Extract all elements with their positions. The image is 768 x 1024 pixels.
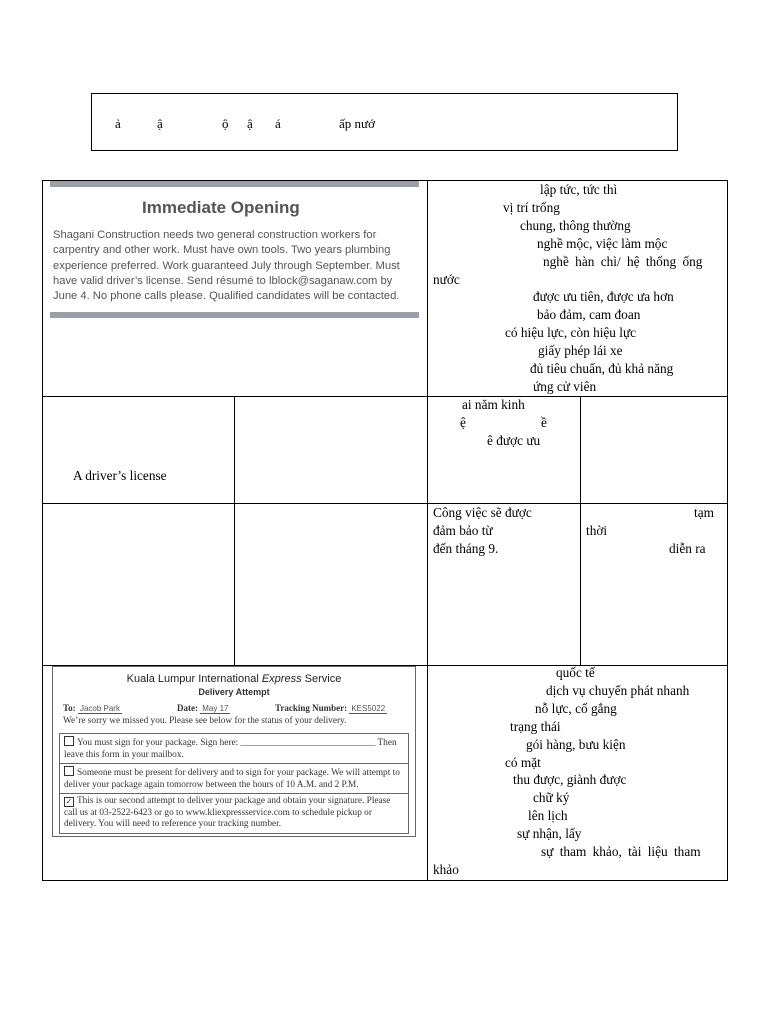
vocab-item: dịch vụ chuyển phát nhanh: [546, 682, 690, 698]
form-subtitle: Delivery Attempt: [198, 687, 270, 697]
vocab-item: trạng thái: [510, 718, 561, 734]
header-fragment: ậ: [157, 116, 163, 131]
vocab-item: ứng cử viên: [533, 378, 597, 394]
job-ad-image: [50, 181, 419, 321]
header-fragment: á: [275, 116, 281, 131]
delivery-attempt-form: [52, 666, 416, 837]
row2-fragment: ai năm kinh: [462, 397, 525, 412]
vocab-item: chung, thông thường: [520, 217, 631, 233]
vocab-item: nỗ lực, cố gắng: [535, 700, 617, 716]
vocab-item: bảo đảm, cam đoan: [537, 307, 641, 323]
form-date: Date: May 17: [177, 703, 229, 713]
checkbox-icon: [64, 736, 74, 746]
vocab-item: lên lịch: [528, 808, 568, 824]
form-tracking: Tracking Number: KES5022: [275, 703, 386, 713]
vocab-item: quốc tế: [556, 665, 595, 680]
vocab-item: nước: [433, 271, 460, 287]
row2-fragment: ê được ưu: [487, 433, 541, 448]
vocab-item: giấy phép lái xe: [538, 343, 623, 359]
checked-checkbox-icon: ✓: [65, 797, 73, 806]
row3-text: tạm: [694, 505, 714, 520]
form-option-1: You must sign for your package. Sign here: _____________________________ Then leave this form in your mailbox.: [59, 733, 409, 764]
form-title: Kuala Lumpur International Express Service: [126, 673, 342, 685]
vocab-item: nghề hàn chì/ hệ thống ống: [543, 253, 703, 269]
header-fragment: ậ: [247, 116, 253, 131]
ad-body: Shagani Construction needs two general construction workers for carpentry and other work. Must have own tools. Two years plumbing experience preferred. Work guaranteed July through September. Must have valid driver’s license. Send résumé to lblock@saganaw.com by June 4. No phone calls please. Qualified candidates will be contacted.: [53, 229, 400, 303]
vocab-item: lập tức, tức thì: [540, 182, 618, 197]
row3-text: thời: [586, 523, 608, 538]
vocab-item: thu được, giành được: [513, 772, 627, 788]
form-to: To: Jacob Park: [63, 703, 120, 713]
form-option-2: Someone must be present for delivery and to sign for your package. We will attempt to deliver your package again tomorrow between the hours of 10 A.M. and 2 P.M.: [59, 763, 409, 794]
row3-text: đảm bảo từ: [433, 523, 493, 538]
vocab-item: được ưu tiên, được ưa hơn: [533, 289, 674, 305]
vocab-item: chữ ký: [533, 790, 570, 806]
form-option-3: ✓ This is our second attempt to deliver your package and obtain your signature. Please call us at 03-2522-6423 or go to www.kliexpressservice.com to schedule pickup or delivery. You will need to reference your tracking number.: [59, 793, 409, 834]
vocab-item: đủ tiêu chuẩn, đủ khả năng: [530, 361, 674, 377]
ad-title: Immediate Opening: [142, 198, 300, 217]
vocab-item: sự nhận, lấy: [517, 826, 582, 842]
drivers-license-text: A driver’s license: [73, 468, 167, 483]
header-fragment: ộ: [222, 116, 229, 131]
checkbox-icon: [64, 766, 74, 776]
vocab-item: khảo: [433, 861, 459, 877]
vocab-item: vị trí trống: [503, 199, 560, 215]
header-fragment: ả: [115, 116, 121, 131]
vocab-item: có mặt: [505, 754, 541, 770]
row3-text: đến tháng 9.: [433, 541, 499, 556]
vocab-item: nghề mộc, việc làm mộc: [537, 235, 668, 251]
vocab-item: sự tham khảo, tài liệu tham: [541, 844, 701, 860]
vocab-item: gói hàng, bưu kiện: [526, 736, 626, 752]
form-sorry-text: We’re sorry we missed you. Please see below for the status of your delivery.: [63, 716, 347, 726]
vocab-list-1: [433, 181, 721, 396]
row3-text: diễn ra: [669, 541, 706, 556]
header-fragment: ấp nướ: [339, 116, 375, 131]
vocab-list-2: [433, 664, 721, 879]
row3-text: Công việc sẽ được: [433, 505, 532, 520]
row2-fragment: ệ: [460, 415, 466, 430]
header-box: [91, 93, 678, 151]
vocab-item: có hiệu lực, còn hiệu lực: [505, 325, 637, 341]
row2-fragment: ề: [541, 415, 547, 430]
